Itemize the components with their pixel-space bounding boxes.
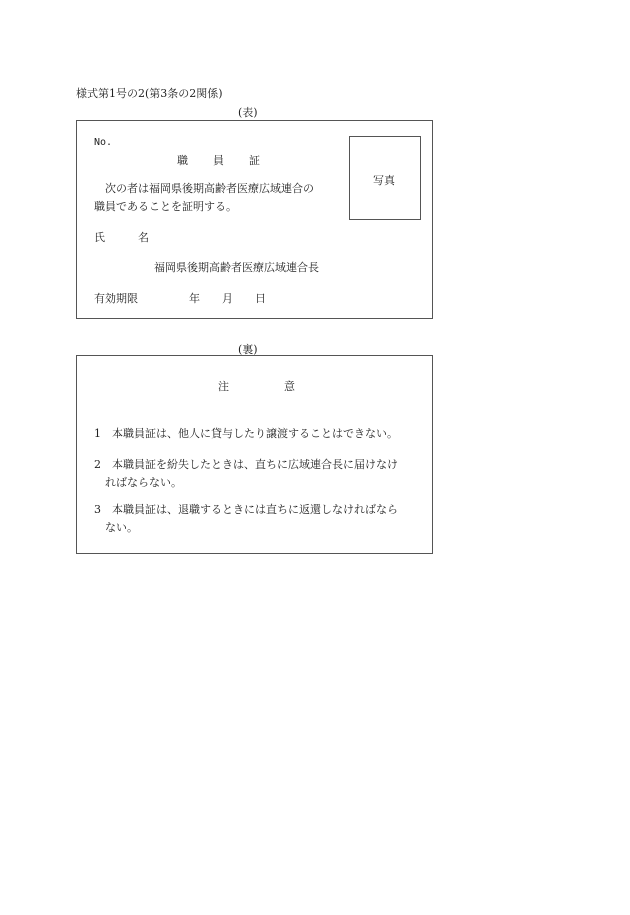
- photo-label: 写真: [373, 174, 395, 187]
- issuer-name: 福岡県後期高齢者医療広域連合長: [154, 261, 319, 274]
- photo-box: [349, 136, 421, 220]
- note-3-line-1: 3 本職員証は、退職するときには直ちに返還しなければなら: [94, 503, 398, 516]
- note-2-line-2: ればならない。: [94, 476, 182, 489]
- validity-date: 年 月 日: [189, 292, 266, 305]
- note-2-line-1: 2 本職員証を紛失したときは、直ちに広域連合長に届けなけ: [94, 458, 398, 471]
- front-side-caption: (表): [238, 106, 258, 119]
- id-card-front: [76, 120, 433, 319]
- note-3-line-2: ない。: [94, 521, 138, 534]
- note-1: 1 本職員証は、他人に貸与したり譲渡することはできない。: [94, 427, 398, 440]
- notes-title: 注 意: [218, 380, 295, 393]
- note-2: [94, 456, 398, 492]
- note-3: [94, 501, 398, 537]
- certification-line-1: 次の者は福岡県後期高齢者医療広域連合の: [94, 182, 314, 195]
- name-label: 氏 名: [94, 231, 149, 244]
- card-title: 職 員 証: [177, 154, 261, 167]
- validity-label: 有効期限: [94, 292, 138, 305]
- back-side-caption: (裏): [238, 343, 258, 356]
- card-number-label: No.: [94, 137, 113, 148]
- form-title: 様式第1号の2(第3条の2関係): [76, 87, 223, 100]
- certification-line-2: 職員であることを証明する。: [94, 200, 237, 213]
- certification-text: [94, 180, 314, 216]
- id-card-back: [76, 355, 433, 554]
